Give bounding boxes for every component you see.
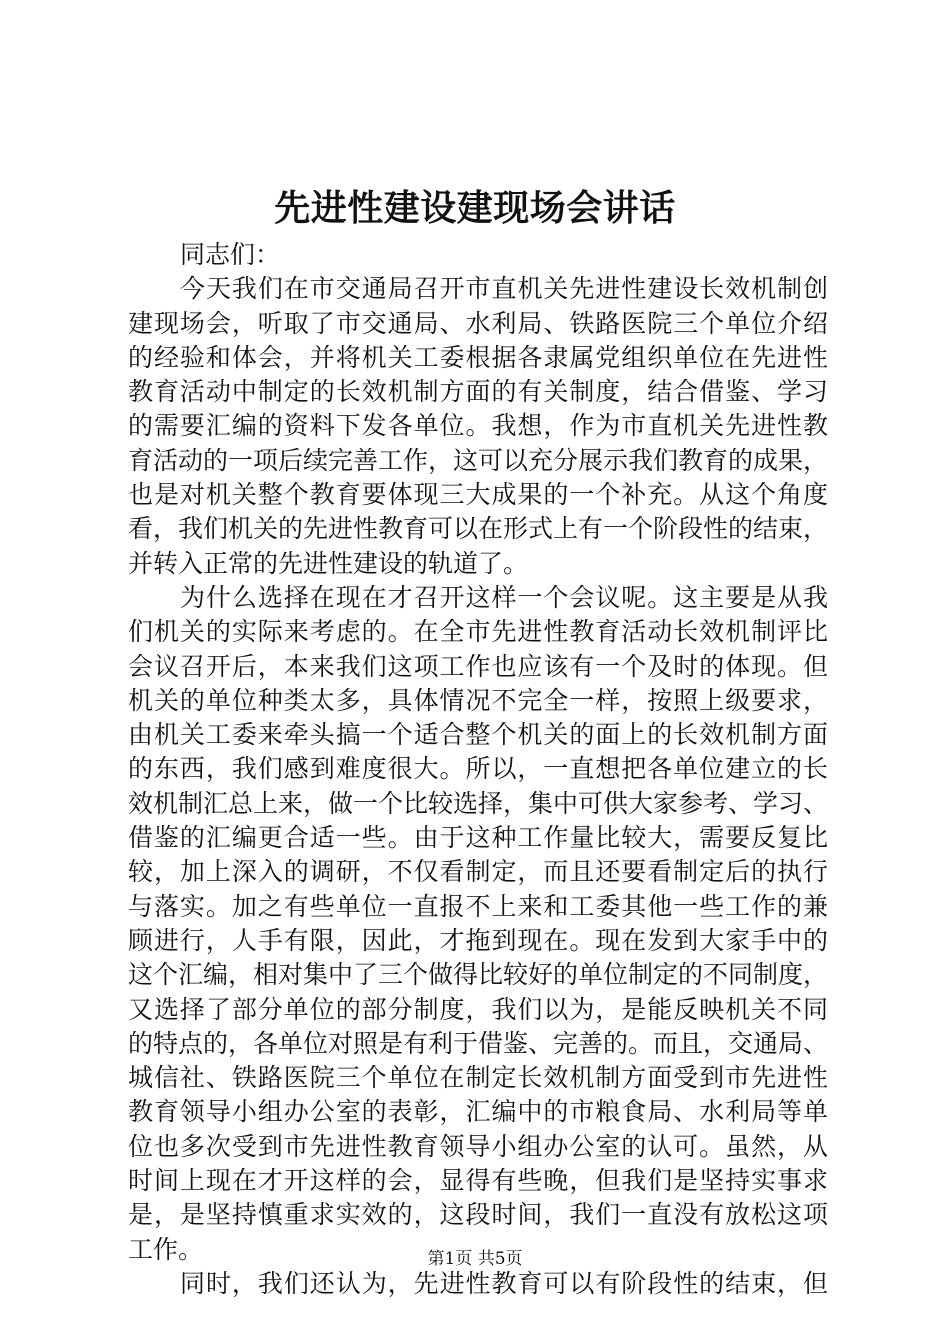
paragraph-2-line: 的特点的，各单位对照是有利于借鉴、完善的。而且，交通局、 bbox=[128, 1028, 829, 1058]
paragraph-1-line: 建现场会，听取了市交通局、水利局、铁路医院三个单位介绍 bbox=[128, 308, 828, 338]
paragraph-1-line: 看，我们机关的先进性教育可以在形式上有一个阶段性的结束， bbox=[128, 514, 829, 544]
paragraph-1-line: 今天我们在市交通局召开市直机关先进性建设长效机制创 bbox=[180, 274, 828, 304]
paragraph-2-line: 这个汇编，相对集中了三个做得比较好的单位制定的不同制度， bbox=[128, 960, 829, 990]
paragraph-1-line: 的需要汇编的资料下发各单位。我想，作为市直机关先进性教 bbox=[128, 411, 828, 441]
paragraph-2-line: 城信社、铁路医院三个单位在制定长效机制方面受到市先进性 bbox=[128, 1063, 828, 1093]
paragraph-1-line: 也是对机关整个教育要体现三大成果的一个补充。从这个角度 bbox=[128, 480, 828, 510]
paragraph-2-line: 会议召开后，本来我们这项工作也应该有一个及时的体现。但 bbox=[128, 651, 828, 681]
document-title: 先进性建设建现场会讲话 bbox=[274, 187, 676, 229]
page-number-footer: 第1页 共5页 bbox=[427, 1249, 523, 1269]
paragraph-2-line: 工作。 bbox=[128, 1234, 204, 1264]
paragraph-2-line: 位也多次受到市先进性教育领导小组办公室的认可。虽然，从 bbox=[128, 1131, 828, 1161]
paragraph-2-line: 时间上现在才开这样的会，显得有些晚，但我们是坚持实事求 bbox=[128, 1166, 828, 1196]
paragraph-2-line: 的东西，我们感到难度很大。所以，一直想把各单位建立的长 bbox=[128, 754, 828, 784]
paragraph-1-line: 教育活动中制定的长效机制方面的有关制度，结合借鉴、学习 bbox=[128, 377, 828, 407]
paragraph-2-line: 借鉴的汇编更合适一些。由于这种工作量比较大，需要反复比 bbox=[128, 823, 828, 853]
paragraph-2-line: 机关的单位种类太多，具体情况不完全一样，按照上级要求， bbox=[128, 685, 828, 715]
paragraph-2-line: 又选择了部分单位的部分制度，我们以为，是能反映机关不同 bbox=[128, 994, 828, 1024]
paragraph-2-line: 们机关的实际来考虑的。在全市先进性教育活动长效机制评比 bbox=[128, 617, 828, 647]
paragraph-2-line: 由机关工委来牵头搞一个适合整个机关的面上的长效机制方面 bbox=[128, 720, 828, 750]
paragraph-2-line: 较，加上深入的调研，不仅看制定，而且还要看制定后的执行 bbox=[128, 857, 828, 887]
document-body bbox=[128, 238, 828, 1301]
salutation: 同志们： bbox=[180, 240, 281, 269]
paragraph-1-line: 育活动的一项后续完善工作，这可以充分展示我们教育的成果， bbox=[128, 445, 829, 475]
paragraph-1-line: 并转入正常的先进性建设的轨道了。 bbox=[128, 548, 529, 578]
paragraph-2-line: 顾进行，人手有限，因此，才拖到现在。现在发到大家手中的 bbox=[128, 925, 828, 955]
paragraph-3-line: 同时，我们还认为，先进性教育可以有阶段性的结束，但 bbox=[180, 1268, 828, 1298]
paragraph-2-line: 效机制汇总上来，做一个比较选择，集中可供大家参考、学习、 bbox=[128, 788, 829, 818]
paragraph-1-line: 的经验和体会，并将机关工委根据各隶属党组织单位在先进性 bbox=[128, 342, 828, 372]
paragraph-2-line: 为什么选择在现在才召开这样一个会议呢。这主要是从我 bbox=[180, 582, 828, 612]
paragraph-2-line: 教育领导小组办公室的表彰，汇编中的市粮食局、水利局等单 bbox=[128, 1097, 828, 1127]
paragraph-2-line: 与落实。加之有些单位一直报不上来和工委其他一些工作的兼 bbox=[128, 891, 828, 921]
paragraph-2-line: 是，是坚持慎重求实效的，这段时间，我们一直没有放松这项 bbox=[128, 1200, 828, 1230]
